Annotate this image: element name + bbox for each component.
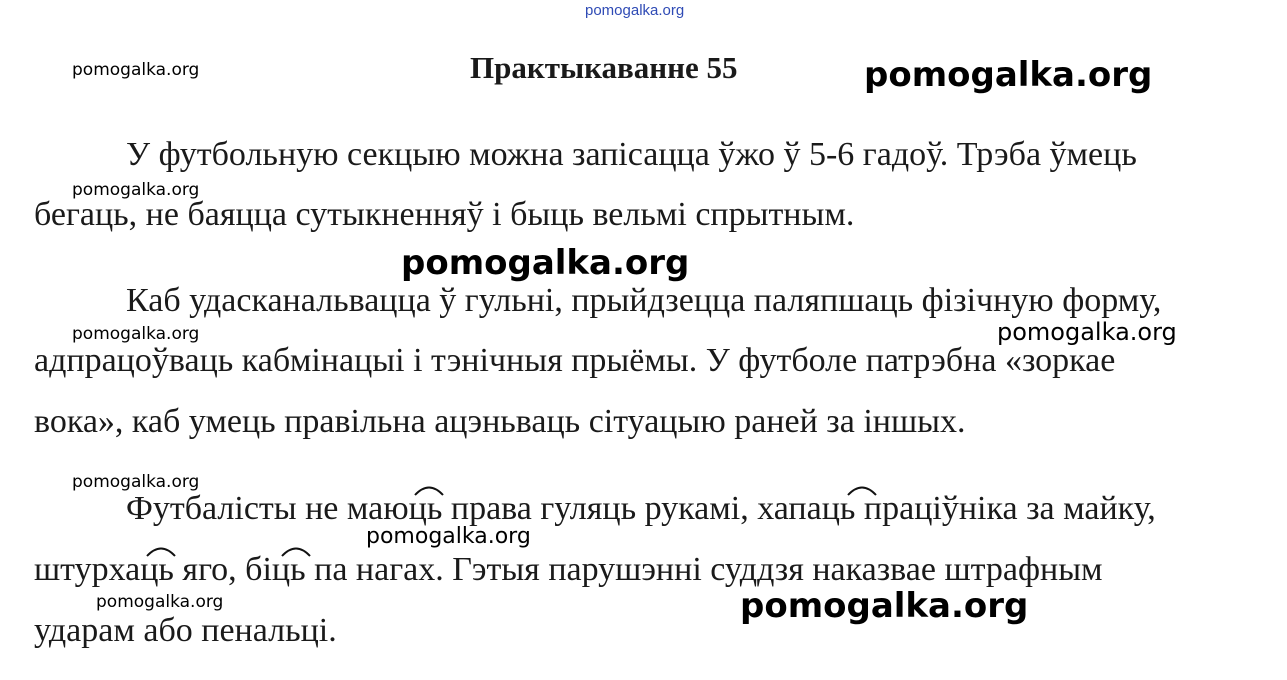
paragraph-2-line-1: Каб удасканальвацца ў гульні, прыйдзецца паляпшаць фізічную форму,	[126, 282, 1162, 319]
paragraph-3-line-2: штурхаць яго, біць па нагах. Гэтыя парушэнні суддзя наказвае штрафным	[34, 551, 1103, 588]
watermark: pomogalka.org	[96, 592, 224, 612]
suffix-mark-icon	[414, 482, 444, 496]
paragraph-1-line-1: У футбольную секцыю можна запісацца ўжо ў 5-6 гадоў. Трэба ўмець	[126, 136, 1137, 173]
suffix-mark-icon	[146, 543, 176, 557]
paragraph-2-line-3: вока», каб умець правільна ацэньваць сітуацыю раней за іншых.	[34, 403, 966, 440]
watermark: pomogalka.org	[72, 324, 200, 344]
watermark: pomogalka.org	[864, 55, 1153, 95]
exercise-title: Практыкаванне 55	[470, 50, 738, 85]
paragraph-3-line-1: Футбалісты не маюць права гуляць рукамі, хапаць праціўніка за майку,	[126, 490, 1156, 527]
watermark: pomogalka.org	[72, 180, 200, 200]
watermark: pomogalka.org	[401, 243, 690, 283]
suffix-mark-icon	[847, 482, 877, 496]
watermark-top: pomogalka.org	[585, 2, 685, 19]
watermark: pomogalka.org	[366, 524, 531, 549]
watermark: pomogalka.org	[997, 318, 1177, 346]
paragraph-2-line-2: адпрацоўваць кабмінацыі і тэнічныя прыёмы. У футболе патрэбна «зоркае	[34, 342, 1116, 379]
suffix-mark-icon	[281, 543, 311, 557]
watermark: pomogalka.org	[72, 472, 200, 492]
watermark: pomogalka.org	[740, 586, 1029, 626]
paragraph-3-line-3: ударам або пенальці.	[34, 612, 337, 649]
paragraph-1-line-2: бегаць, не баяцца сутыкненняў і быць вельмі спрытным.	[34, 196, 855, 233]
watermark: pomogalka.org	[72, 60, 200, 80]
